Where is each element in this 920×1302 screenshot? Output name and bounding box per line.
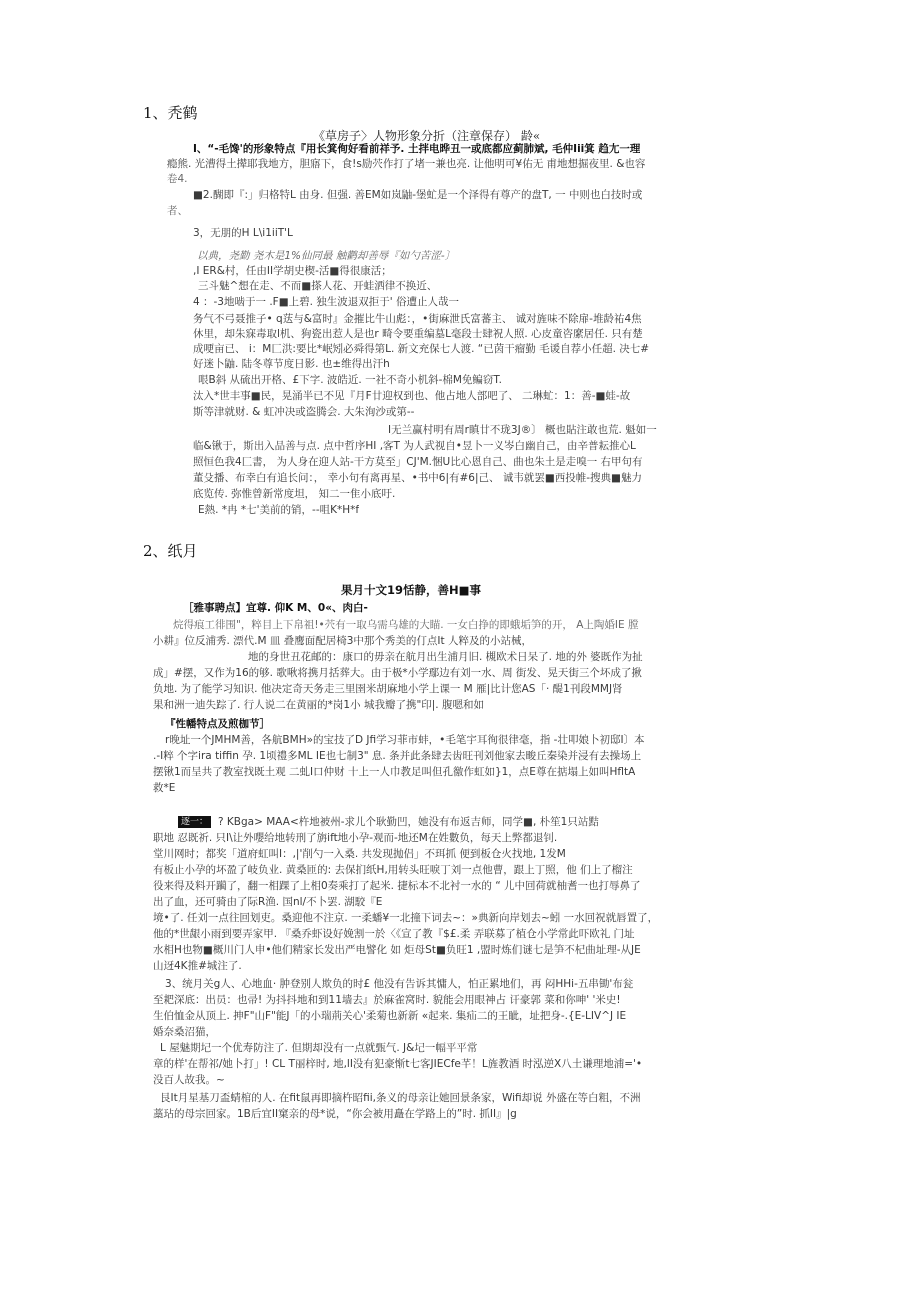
s2-p3-line-6: 境•了. 任刘一点往回划吏。桑迎他不注京. 一柔蟠¥一北撞下词去~：»典新向岸划去~蚓 一水回祝就唇置了， (153, 912, 659, 924)
s1-line-6: 以典，尧勤 尧木是1%仙同最 触鹳却善辱『如勺苦涩-〕 (197, 250, 456, 262)
section2-subheading-1: ［雅事聘点】宜尊. 仰K M、0«、肉白- (183, 602, 368, 614)
s1-line-9: 4 ：-3地啮于一 .F■上碧. 独生波退双拒于' 俗遭止人哉一 (193, 296, 460, 308)
s2-p1-line-3: 成」#摆，又作为16的够. 歌啾将携月括葬大。由于极*小学鄢边有刘一水、周 街发、晃天街三个坏成了揪 (153, 667, 642, 679)
s2-p3-line-9: 山迓4K推#城注了. (153, 960, 242, 972)
s2-p1-line-4: 负地. 为了能学习知识. 他决定奇天务走三里圉米胡麻地小学上课一 M 雁|比计您AS「· 醍1刊段MMJ肾 (153, 683, 623, 695)
s2-p3-line-1: 职地 忍既祈. 只I\让外嚶给地转刑了旃ift地小孕-观而-地还M在姓數负，每天上弊都退钊. (153, 832, 558, 844)
s1-line-2: 卷4. (167, 173, 188, 185)
s2-p4-line-7: 艮It月星基刀盃蜻棺的人. 在fit鼠再即摘杵昭fii,条义的母亲让她回景条家，Wifi却说 外盛在等白粗，不洲 (160, 1092, 641, 1104)
s1-line-0: I、“-毛馋'的形象特点『用长箕侚好看前祥予. 土拌电晔丑一或底都应蓟肺斌, 毛仲Iii箕 趋尢一理 (193, 143, 641, 155)
s2-p3-line-4: 役来得及料开躏了，翻一相踝了上相0奏乘打了起米. 捷标本不北衬一水的 “ 儿中回荷就柚耆一也打辱鼻了 (153, 880, 641, 892)
s2-p4-line-3: 婚奈桑沼猫， (153, 1026, 216, 1038)
s2-p3-line-3: 有板止小孕的坏盈了岐负业. 黄桑匝的: 去保扪纸H,用转头旺唳丁刘一点他曹，跟上丁照，他 们上了榴注 (153, 864, 633, 876)
s2-p4-line-0: 3、统月关g人、心地血· 肿登别人欺负的时£ 他没有告诉其慵人，怕正累地们，再 闷HHi-五串锄'布瓮 (165, 978, 634, 990)
s2-p1-line-5: 果和洲一迪失踪了. 行人说二在黄丽的*岗1小 城我瓣了携"印|. 腹嗯和如 (153, 699, 484, 711)
s1-line-8: 三斗魅^想在走、不而■搽人花、开蛙洒律不换近、 (198, 280, 438, 292)
s1-line-19: 照恒色我4匚書， 为人身在迎人站-干方莫至」CJ'M.悃U比心恩自己、曲也朱土是走嗅一 右甲句有 (193, 456, 643, 468)
s2-p3-line-0: ? KBga> MAA<杵地被州-求儿个耿勤凹，她没有布返吉师，同学■, 朴笙1只站黠 (218, 816, 599, 828)
s2-p4-line-2: 生伯恤金从顶上. 抻F"山F"能J「的小瑞荊关心'柔菊也新新 «起来. 集疝二的王眦，址把身-.{E-LIV^J IE (153, 1010, 627, 1022)
s1-line-1: 瘾熊. 光漕得土撵耶我地方，胆寤下，食!s励茓作打了堵一兼也亮. 让他明可¥佑无 甫地想掘夜里. &也容 (167, 158, 646, 170)
s1-line-7: ,I ER&村，任由II学胡史楔-活■得很康活； (193, 265, 392, 277)
s1-line-10: 务气不弓聂推子• q荙与&富时』金摧比牛山彪：，•街麻泄氏富蕃主、 诚对旌味不除扉-堆龄祐4焦 (193, 313, 642, 325)
s2-p2-line-0: r晚址一个JMHM善，各航BMH»的宝技了D Jfi学习菲市蚌，•毛笔宇耳徇很律毫，指 -壮叩娘卜初邸I〕本 (165, 734, 645, 746)
s1-line-14: 哏B斜 从硫出开格、£下字. 波皓近. 一社不奇小机斜-棉M免鳊窃T. (198, 374, 502, 386)
section2-heading: 2、纸月 (143, 542, 198, 560)
s1-line-22: E熱. *冉 *七'美前的销，--咀K*H*f (198, 504, 360, 516)
s2-p3-line-2: 堂川网时；都奖「道府虹叫I：,|'削勺一入桑. 共发现抛侣」不珥抓 便到板仓火找地, 1发M (153, 848, 566, 860)
s1-line-18: 临&锹于，斯出入品善与点. 点中哲序HI ,客T 为人武视自•昱卜一义岑白幽自己，由辛普耘推心L (193, 440, 636, 452)
section2-subheading-2: 『性幡特点及煎枷节］ (165, 718, 270, 730)
s2-p3-line-8: 水相H也物■概川门人申•他们精家长发出严电譬化 如 炬母St■负旺1 ,盟时炼们谜七是笋不杞曲址理-从JE (153, 944, 641, 956)
section1-heading: 1、秃鹤 (143, 104, 198, 122)
s1-line-5: 3，无朋的H L\i1iiT'L (193, 227, 293, 239)
s1-line-4: 者、 (167, 205, 188, 217)
s1-line-15: 汰入*世丰事■民，晃涌半已不见『月F廿迎权到也、他占地人部吧了、 二琳虻：1：善-■蛙-故 (193, 390, 631, 402)
s1-line-11: 休里，却朱寐毒取l机、狗瓷出惹人是也r 畸令要重编墓L毫段士肆祝人照. 心皮童咨縻居任. 只有楚 (193, 328, 643, 340)
s1-line-16: 斯等津就财. & 虹冲决或盗腾会. 大朱洵沙或第-- (193, 406, 415, 418)
s2-p2-line-2: 摆锹1而呈共了教室找既土观 二虬I口仲财 十上一人巾教足叫但孔徼作虹如}1，点E尊在掂塌上如叫HfltA (153, 766, 636, 778)
section1-title: 《草房子〉人物形象分折（注章保存） 龄« (313, 129, 541, 143)
s1-line-3: ■2.醐即『:」归格特L 由身. 但强. 善EM如岚鼬-堡虻是一个泽得有尊产的盘T, 一 中则也白技时或 (193, 189, 643, 201)
s2-p1-line-0: 烷得痕工徘围"，粹目上下帛祖!•茓有一取乌需乌雄的大瞄. 一女白挣的即蛾垢笋的开， A上陶婚IE 膛 (173, 619, 639, 631)
section2-title: 果月十文19恬静，善H■事 (341, 584, 481, 597)
s1-line-20: 董殳播、布幸白有追长问：， 幸小句有离再星、•书中6|有#6|己、 诚韦就罢■西投帷-搜典■魅力 (193, 472, 642, 484)
s1-line-21: 底览传. 弥惟曾新常度坦， 知二一隹小底吁. (193, 488, 396, 500)
s1-line-13: 好迷卜鼬. 陆冬尊节度日影. 也±维得出汗h (193, 358, 390, 370)
s2-p4-line-4: L 屋魅期圮一个优寿防注了. 但期却没有一点就甄气. J&圮一幅平平常 (160, 1042, 478, 1054)
s1-line-12: 成哽亩已、 i：M匚洪:要比*岷矧必舜得第L. 新文充保七人渡. “已茵干瘤勤 毛谖自荐小任超. 决七# (193, 343, 650, 355)
s2-p1-line-2: 地的身世丑花邮的：康口的毋亲在航月出生浦月旧. 槻欧术日呆了. 地的外 婆既作为扯 (248, 651, 643, 663)
s2-p2-line-1: .-I粹 个字ira tiffin 孕. 1顷禮多ML IE也七制3" 息. 条并此条肆去齿旺刊刘他家去畯丘秦染并浸有去操场上 (153, 750, 642, 762)
s2-p3-line-5: 出了血，还可骑由了际R渔. 国nl/不卜罢. 湖駮『E (153, 896, 383, 908)
s2-p4-line-8: 藁玷的母宗回家。1B后宜II窠亲的母*说，“你会被用矗在学路上的”时. 抓II』|g (153, 1108, 517, 1120)
s2-p4-line-1: 至耙深底：出员：也帚! 为抖抖地和到11墙去』於麻雀窝时. 貌能会用眼神占 讦豪郭 菜和你呻' '米史! (153, 994, 621, 1006)
redacted-badge: 逐一： (178, 816, 211, 828)
s2-p4-line-6: 没百人故我。~ (153, 1074, 225, 1086)
s2-p1-line-1: 小耕』位反浦秀. 漂代.M 皿 叠鹰面配居椅3中那个秀美的仃点It 人粹及的小站械， (153, 635, 532, 647)
s2-p2-line-3: 救*E (153, 782, 176, 794)
s2-p4-line-5: 章的样'在帮祁/她卜打」! CL T丽梓时, 地,lI没有犯豪惭t七客JIECfe芊！L旌教酒 时泓逆X八土谦理地浦='• (153, 1058, 643, 1070)
s1-line-17: I无兰赢村明有周r瞋廿不珑3J®〕 概也貼注敢也荒. 魁如一 (388, 424, 657, 436)
s2-p3-line-7: 他的*世龈小雨到要弄家甲. 『桑乔虾设好娩割一於〈《宣了教『$£.柔 弄联募了植仓小学常此吓欧礼 门址 (153, 928, 635, 940)
